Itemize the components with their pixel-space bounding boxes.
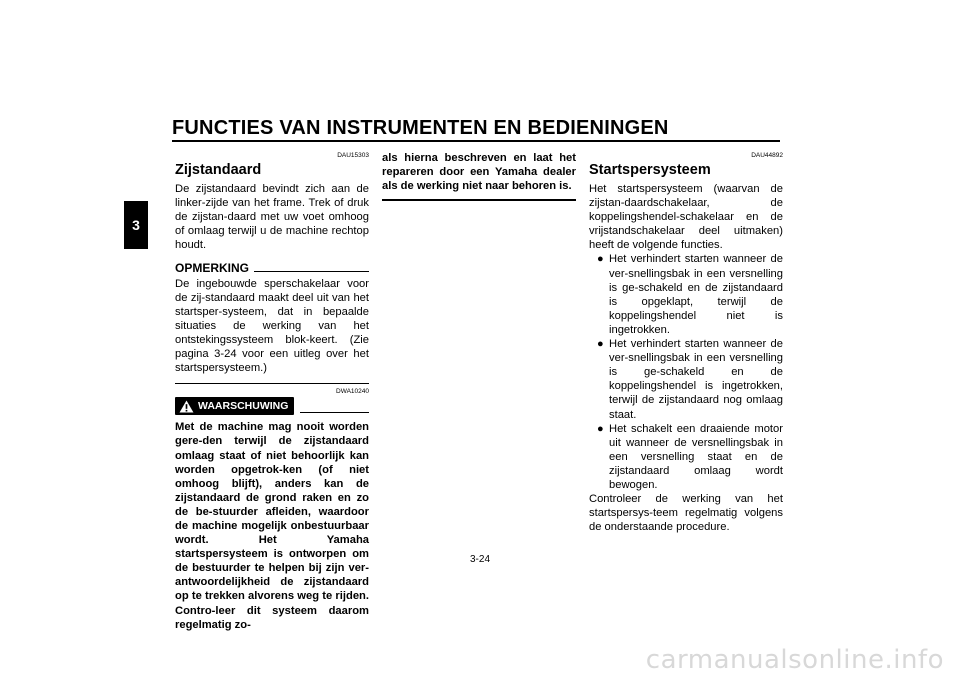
function-list [597, 252, 783, 492]
note-label: OPMERKING [175, 261, 250, 276]
note-rule [254, 271, 369, 272]
warning-header [175, 397, 369, 415]
list-item [597, 252, 783, 337]
section-code: DAU44892 [751, 152, 783, 159]
column-left [175, 148, 369, 632]
bullet-icon: ● [597, 253, 604, 266]
paragraph-outro: Controleer de werking van het startspersys-teem regelmatig volgens de onderstaande procedure. [589, 493, 783, 534]
bullet-icon: ● [597, 422, 604, 435]
column-right [589, 148, 783, 534]
note-header [175, 261, 369, 275]
warning-end-rule [382, 199, 576, 201]
warning-text-continued: als hierna beschreven en laat het repareren door een Yamaha dealer als de werking niet naar behoren is. [382, 152, 576, 193]
bullet-icon: ● [597, 338, 604, 351]
section-heading-startspersysteem: Startspersysteem [589, 162, 711, 178]
paragraph-intro: Het startspersysteem (waarvan de zijstan-daardschakelaar, de koppelingshendel-schakelaar en de vrijstandschakelaar deel uitmaken) heeft de volgende functies. [589, 183, 783, 252]
warning-code: DWA10240 [336, 388, 369, 396]
list-item-text: Het verhindert starten wanneer de ver-snellingsbak in een versnelling is ge-schakeld en de koppelingshendel is ingetrokken, terwijl de zijstandaard nog omlaag staat. [609, 338, 783, 421]
warning-label: WAARSCHUWING [198, 400, 289, 413]
header-rule [172, 140, 780, 142]
note-end-rule [175, 383, 369, 384]
watermark: carmanualsonline.info [645, 645, 944, 675]
page-header-title: FUNCTIES VAN INSTRUMENTEN EN BEDIENINGEN [172, 117, 669, 139]
warning-badge [175, 397, 294, 415]
paragraph-zijstandaard: De zijstandaard bevindt zich aan de linker-zijde van het frame. Trek of druk de zijstan-daard met uw voet omhoog of omlaag terwijl u de machine rechtop houdt. [175, 183, 369, 252]
warning-text: Met de machine mag nooit worden gere-den terwijl de zijstandaard omlaag staat of niet behoorlijk kan worden opgetrok-ken (of niet omhoog blijft), anders kan de zijstandaard de grond raken en zo de be-stuurder afleiden, waardoor de machine mogelijk onbestuurbaar wordt. Het Yamaha startspersysteem is ontworpen om de bestuurder te helpen bij zijn ver-antwoordelijkheid de zijstandaard op te trekken alvorens weg te rijden. Contro-leer dit systeem daarom regelmatig zo- [175, 421, 369, 631]
section-heading-zijstandaard: Zijstandaard [175, 162, 262, 178]
list-item [597, 422, 783, 492]
section-code: DAU15303 [337, 152, 369, 159]
note-text: De ingebouwde sperschakelaar voor de zij-standaard maakt deel uit van het startsper-systeem, dat in bepaalde situaties de werking van het ontstekingssysteem blok-keert. (Zie pagina 3-24 voor een uitleg over het startspersysteem.) [175, 277, 369, 375]
column-middle [382, 148, 576, 201]
page-number: 3-24 [469, 554, 490, 565]
list-item-text: Het verhindert starten wanneer de ver-snellingsbak in een versnelling is ge-schakeld en de zijstandaard is opgeklapt, terwijl de koppelingshendel niet is ingetrokken. [609, 253, 783, 336]
warning-triangle-icon [179, 400, 194, 413]
warning-rule [300, 412, 369, 413]
list-item-text: Het schakelt een draaiende motor uit wanneer de versnellingsbak in een versnelling staat en de zijstandaard omlaag wordt bewogen. [609, 422, 783, 491]
list-item [597, 337, 783, 422]
chapter-tab: 3 [124, 201, 148, 249]
